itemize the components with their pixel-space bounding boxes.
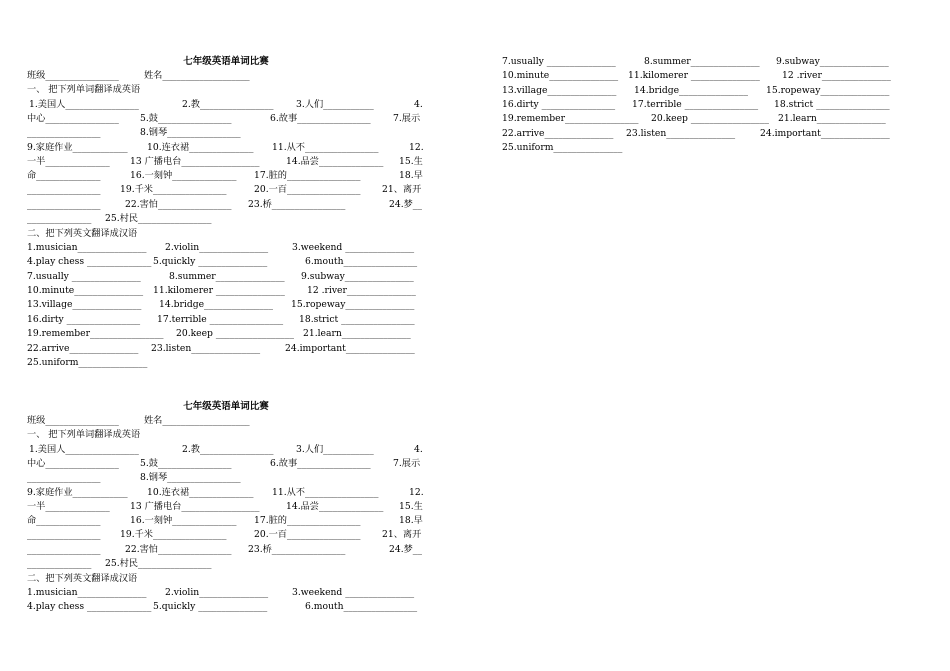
s2-item-22: 22.arrive_______________ (502, 128, 614, 139)
s1-item-8: 8.钢琴________________ (140, 472, 241, 483)
s1-item-14: 14.品尝______________ (286, 156, 384, 167)
s1-item-16: 16.一刻钟______________ (130, 170, 237, 181)
quiz-copy-1 (27, 55, 425, 375)
s1-item-7-num: 7.展示 (393, 458, 421, 469)
s2-item-14: 14.bridge_______________ (159, 299, 273, 310)
section2-heading: 二、把下列英文翻译成汉语 (27, 573, 138, 584)
s2-item-5: 5.quickly _______________ (153, 256, 268, 267)
s1-item-8: 8.钢琴________________ (140, 127, 241, 138)
s1-item-22: 22.害怕________________ (125, 544, 232, 555)
s2-item-8: 8.summer_______________ (644, 56, 760, 67)
section2-heading: 二、把下列英文翻译成汉语 (27, 228, 138, 239)
s1-item-10: 10.连衣裙______________ (147, 142, 254, 153)
s1-item-23: 23.桥________________ (248, 544, 346, 555)
quiz-copy-2 (27, 400, 425, 630)
s1-item-18-num: 18.早 (399, 170, 423, 181)
s1-item-24-blank: ______________ (27, 213, 92, 224)
s1-item-18-num: 18.早 (399, 515, 423, 526)
s1-item-20: 20.一百________________ (254, 184, 361, 195)
s1-item-15-num: 15.生 (399, 501, 423, 512)
s1-item-12-num: 12. (409, 142, 424, 153)
s1-item-9: 9.家庭作业____________ (27, 487, 128, 498)
s2-item-16: 16.dirty ________________ (502, 99, 616, 110)
s1-item-24: 24.梦__ (389, 544, 422, 555)
s1-item-3: 3.人们___________ (296, 444, 374, 455)
s1-item-24: 24.梦__ (389, 199, 422, 210)
s2-item-3: 3.weekend _______________ (292, 587, 415, 598)
s2-item-12: 12 .river_______________ (307, 285, 416, 296)
s1-item-21: 21、离开 (382, 529, 422, 540)
s1-item-17: 17.脏的________________ (254, 515, 361, 526)
s1-item-2: 2.教________________ (182, 444, 274, 455)
s2-item-4: 4.play chess ______________ (27, 256, 152, 267)
s1-item-21: 21、离开 (382, 184, 422, 195)
section1-heading: 一、 把下列单词翻译成英语 (27, 429, 141, 440)
s1-item-25: 25.村民________________ (105, 213, 212, 224)
s1-item-5: 5.鼓________________ (140, 113, 232, 124)
s1-item-24-blank: ______________ (27, 558, 92, 569)
s1-item-18: ________________ (27, 184, 101, 195)
s2-item-11: 11.kilomerer _______________ (153, 285, 285, 296)
s2-item-21: 21.learn_______________ (778, 113, 886, 124)
s2-item-6: 6.mouth________________ (305, 601, 418, 612)
s2-item-10: 10.minute_______________ (27, 285, 144, 296)
s2-item-13: 13.village_______________ (27, 299, 142, 310)
s1-item-13: 13 广播电台_________________ (130, 501, 260, 512)
s1-item-21-blank: ________________ (27, 544, 101, 555)
s2-item-18: 18.strict ________________ (299, 314, 415, 325)
s2-item-24: 24.important_______________ (760, 128, 890, 139)
s2-item-17: 17.terrible ________________ (157, 314, 284, 325)
s2-item-19: 19.remember________________ (27, 328, 164, 339)
s2-item-14: 14.bridge_______________ (634, 85, 748, 96)
s1-item-7: ________________ (27, 472, 101, 483)
s1-item-4-num: 4. (414, 99, 423, 110)
s2-item-1: 1.musician_______________ (27, 587, 147, 598)
s2-item-19: 19.remember________________ (502, 113, 639, 124)
s2-item-12: 12 .river_______________ (782, 70, 891, 81)
s2-item-24: 24.important_______________ (285, 343, 415, 354)
s1-item-18: ________________ (27, 529, 101, 540)
s2-item-13: 13.village_______________ (502, 85, 617, 96)
s1-item-22: 22.害怕________________ (125, 199, 232, 210)
s1-item-11: 11.从不________________ (272, 142, 379, 153)
s1-item-1: 1.美国人________________ (29, 444, 139, 455)
s1-item-9: 9.家庭作业____________ (27, 142, 128, 153)
s1-item-23: 23.桥________________ (248, 199, 346, 210)
s2-item-22: 22.arrive_______________ (27, 343, 139, 354)
s2-item-7: 7.usually _______________ (502, 56, 616, 67)
s2-item-17: 17.terrible ________________ (632, 99, 759, 110)
s1-item-19: 19.千米________________ (120, 184, 227, 195)
s2-item-15: 15.ropeway_______________ (766, 85, 890, 96)
s1-item-12: 一半______________ (27, 156, 110, 167)
quiz-title: 七年级英语单词比赛 (183, 401, 269, 412)
s1-item-4: 中心________________ (27, 458, 119, 469)
s1-item-2: 2.教________________ (182, 99, 274, 110)
s2-item-3: 3.weekend _______________ (292, 242, 415, 253)
s2-item-25: 25.uniform_______________ (502, 142, 623, 153)
name-field: 姓名___________________ (144, 415, 250, 426)
s2-item-7: 7.usually _______________ (27, 271, 141, 282)
s2-item-9: 9.subway_______________ (301, 271, 414, 282)
s1-item-21-blank: ________________ (27, 199, 101, 210)
s1-item-17: 17.脏的________________ (254, 170, 361, 181)
s1-item-12: 一半______________ (27, 501, 110, 512)
class-field: 班级________________ (27, 415, 119, 426)
s1-item-13: 13 广播电台_________________ (130, 156, 260, 167)
s2-item-25: 25.uniform_______________ (27, 357, 148, 368)
s2-item-1: 1.musician_______________ (27, 242, 147, 253)
s1-item-4: 中心________________ (27, 113, 119, 124)
s2-item-6: 6.mouth________________ (305, 256, 418, 267)
s1-item-14: 14.品尝______________ (286, 501, 384, 512)
s1-item-15: 命______________ (27, 515, 101, 526)
s2-item-16: 16.dirty ________________ (27, 314, 141, 325)
s2-item-8: 8.summer_______________ (169, 271, 285, 282)
s1-item-10: 10.连衣裙______________ (147, 487, 254, 498)
s2-item-20: 20.keep _________________ (651, 113, 769, 124)
s1-item-16: 16.一刻钟______________ (130, 515, 237, 526)
s1-item-19: 19.千米________________ (120, 529, 227, 540)
section1-heading: 一、 把下列单词翻译成英语 (27, 84, 141, 95)
s1-item-5: 5.鼓________________ (140, 458, 232, 469)
s2-item-21: 21.learn_______________ (303, 328, 411, 339)
s1-item-7-num: 7.展示 (393, 113, 421, 124)
s2-item-23: 23.listen_______________ (626, 128, 736, 139)
quiz-copy-2-continuation (502, 55, 900, 165)
s1-item-11: 11.从不________________ (272, 487, 379, 498)
s2-item-11: 11.kilomerer _______________ (628, 70, 760, 81)
s1-item-1: 1.美国人________________ (29, 99, 139, 110)
s1-item-3: 3.人们___________ (296, 99, 374, 110)
s2-item-4: 4.play chess ______________ (27, 601, 152, 612)
s2-item-23: 23.listen_______________ (151, 343, 261, 354)
s1-item-4-num: 4. (414, 444, 423, 455)
s1-item-15-num: 15.生 (399, 156, 423, 167)
s2-item-20: 20.keep _________________ (176, 328, 294, 339)
s1-item-6: 6.故事________________ (270, 113, 371, 124)
s2-item-5: 5.quickly _______________ (153, 601, 268, 612)
class-field: 班级________________ (27, 70, 119, 81)
quiz-title: 七年级英语单词比赛 (183, 56, 269, 67)
s2-item-15: 15.ropeway_______________ (291, 299, 415, 310)
s1-item-12-num: 12. (409, 487, 424, 498)
s2-item-18: 18.strict ________________ (774, 99, 890, 110)
s2-item-2: 2.violin_______________ (165, 587, 269, 598)
s1-item-25: 25.村民________________ (105, 558, 212, 569)
s2-item-9: 9.subway_______________ (776, 56, 889, 67)
s1-item-15: 命______________ (27, 170, 101, 181)
s1-item-6: 6.故事________________ (270, 458, 371, 469)
s1-item-20: 20.一百________________ (254, 529, 361, 540)
name-field: 姓名___________________ (144, 70, 250, 81)
s1-item-7: ________________ (27, 127, 101, 138)
s2-item-10: 10.minute_______________ (502, 70, 619, 81)
s2-item-2: 2.violin_______________ (165, 242, 269, 253)
